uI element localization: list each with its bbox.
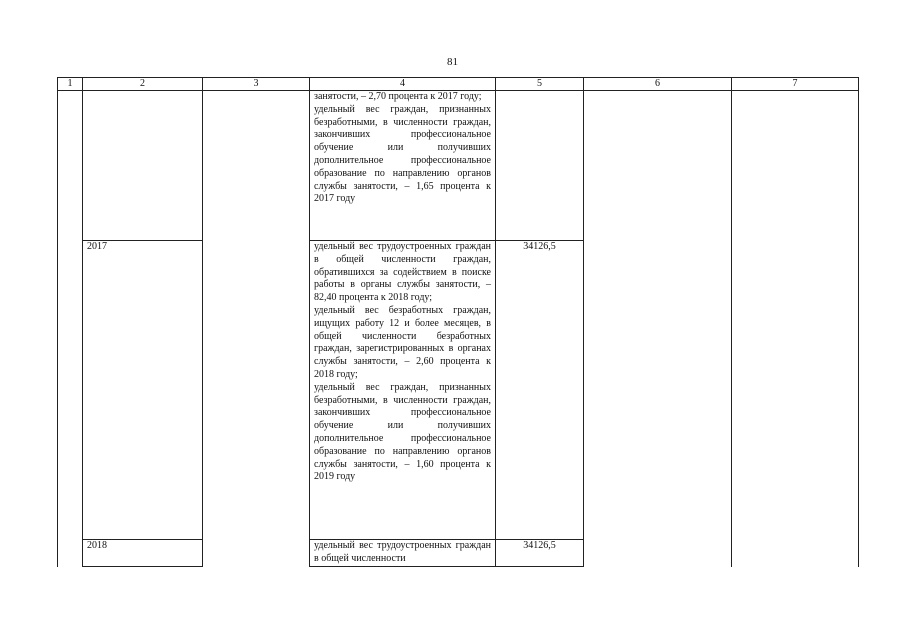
indicators-cell bbox=[310, 91, 496, 241]
indicator-text: удельный вес трудоустроенных граждан в общей численности bbox=[314, 540, 491, 564]
indicator-text: занятости, – 2,70 процента к 2017 году; bbox=[314, 91, 482, 102]
indicators-cell bbox=[310, 241, 496, 540]
program-table bbox=[57, 77, 859, 567]
column-header-3: 3 bbox=[203, 78, 310, 91]
cell-col3 bbox=[203, 91, 310, 567]
indicator-text: удельный вес граждан, признанных безработными, в численности граждан, закончивших профессиональное обучение или получивших дополнительное профессиональное образование по направлению органов службы занятости, – 1,60 процента к 2019 году bbox=[314, 381, 491, 483]
year-cell: 2018 bbox=[83, 540, 203, 567]
year-cell bbox=[83, 91, 203, 241]
column-header-5: 5 bbox=[496, 78, 584, 91]
column-header-7: 7 bbox=[732, 78, 859, 91]
header-row bbox=[58, 78, 859, 91]
table-row bbox=[58, 91, 859, 241]
column-header-4: 4 bbox=[310, 78, 496, 91]
indicators-cell bbox=[310, 540, 496, 567]
page-number: 81 bbox=[447, 56, 458, 68]
amount-cell: 34126,5 bbox=[496, 540, 584, 567]
amount-cell: 34126,5 bbox=[496, 241, 584, 540]
cell-col7 bbox=[732, 91, 859, 567]
cell-col1 bbox=[58, 91, 83, 567]
indicator-text: удельный вес безработных граждан, ищущих работу 12 и более месяцев, в общей численности безработных граждан, зарегистрированных в органах службы занятости, – 2,60 процента к 2018 году; bbox=[314, 304, 491, 380]
column-header-6: 6 bbox=[584, 78, 732, 91]
column-header-2: 2 bbox=[83, 78, 203, 91]
cell-col6 bbox=[584, 91, 732, 567]
column-header-1: 1 bbox=[58, 78, 83, 91]
year-cell: 2017 bbox=[83, 241, 203, 540]
indicator-text: удельный вес трудоустроенных граждан в общей численности граждан, обратившихся за содействием в поиске работы в органы службы занятости, – 82,40 процента к 2018 году; bbox=[314, 241, 491, 304]
amount-cell bbox=[496, 91, 584, 241]
indicator-text: удельный вес граждан, признанных безработными, в численности граждан, закончивших профессиональное обучение или получивших дополнительное профессиональное образование по направлению органов службы занятости, – 1,65 процента к 2017 году bbox=[314, 103, 491, 205]
